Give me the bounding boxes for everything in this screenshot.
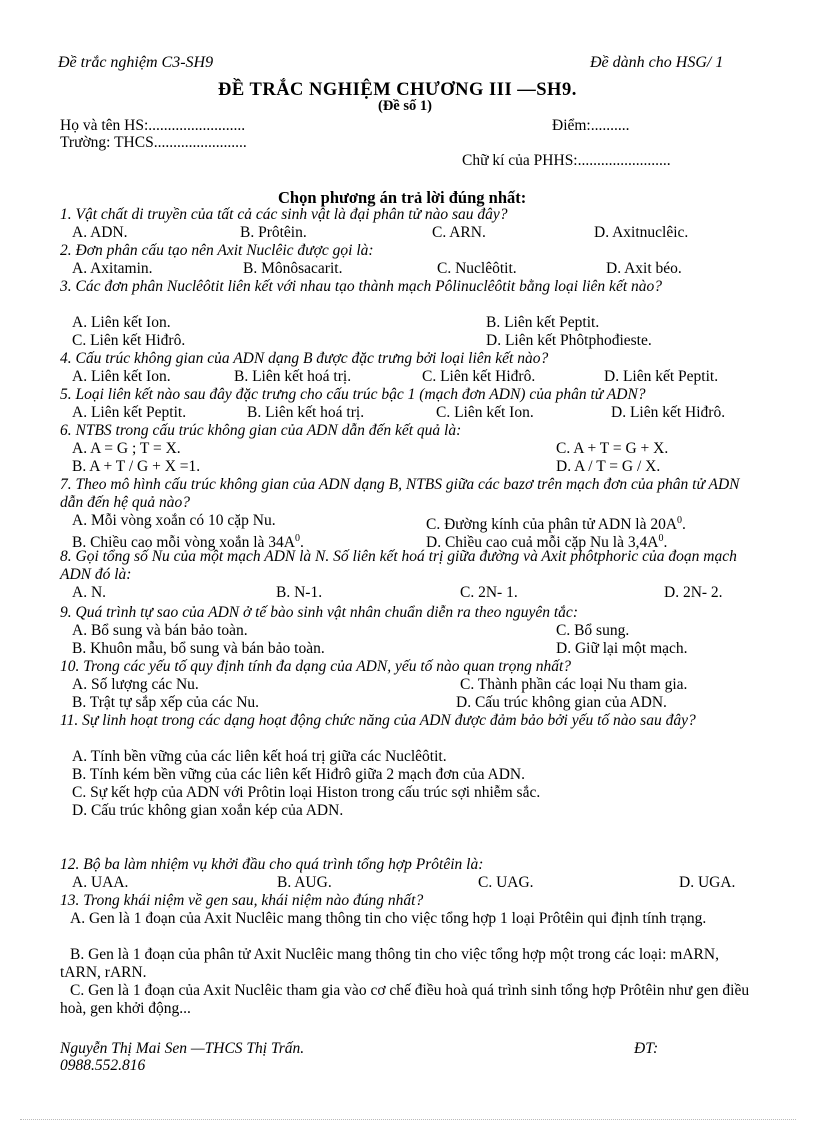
q5-option-d: D. Liên kết Hiđrô. bbox=[611, 404, 726, 421]
parent-signature-field: Chữ kí của PHHS:........................ bbox=[462, 152, 671, 169]
q4-option-d: D. Liên kết Peptit. bbox=[604, 368, 719, 385]
question-9: 9. Quá trình tự sao của ADN ở tế bào sinh vật nhân chuẩn diễn ra theo nguyên tắc: bbox=[60, 604, 578, 621]
q2-option-b: B. Mônôsacarit. bbox=[243, 260, 343, 277]
q7-option-c-text: C. Đường kính của phân tử ADN là 20A bbox=[426, 516, 678, 534]
q1-option-d: D. Axitnuclêic. bbox=[594, 224, 689, 241]
q11-option-d: D. Cấu trúc không gian xoắn kép của ADN. bbox=[72, 802, 344, 819]
page-title: ĐỀ TRẮC NGHIỆM CHƯƠNG III —SH9. bbox=[218, 80, 577, 100]
q7-option-d: D. Chiều cao cuả mỗi cặp Nu là $3,4A^0$. bbox=[426, 533, 668, 552]
q10-option-a: A. Số lượng các Nu. bbox=[72, 676, 199, 693]
q7-option-b-sup: 0 bbox=[295, 533, 300, 544]
q3-option-d: D. Liên kết Phôtphođieste. bbox=[486, 332, 652, 349]
q4-option-a: A. Liên kết Ion. bbox=[72, 368, 171, 385]
q6-option-d: D. A / T = G / X. bbox=[556, 458, 661, 475]
q13-option-c: C. Gen là 1 đoạn của Axit Nuclêic tham gia vào cơ chế điều hoà quá trình sinh tổng hợp Prôtêin như gen điều hoà, gen khởi động... bbox=[60, 982, 750, 1017]
q6-option-c: C. A + T = G + X. bbox=[556, 440, 669, 457]
question-11: 11. Sự linh hoạt trong các dạng hoạt động chức năng của ADN được đảm bảo bởi yếu tố nào sau đây? bbox=[60, 712, 696, 729]
q3-option-a: A. Liên kết Ion. bbox=[72, 314, 171, 331]
q10-option-b: B. Trật tự sắp xếp của các Nu. bbox=[72, 694, 260, 711]
q6-option-a: A. A = G ; T = X. bbox=[72, 440, 181, 457]
q1-option-a: A. ADN. bbox=[72, 224, 128, 241]
q11-option-b: B. Tính kém bền vững của các liên kết Hiđrô giữa 2 mạch đơn của ADN. bbox=[72, 766, 525, 783]
q3-option-c: C. Liên kết Hiđrô. bbox=[72, 332, 186, 349]
q4-option-b: B. Liên kết hoá trị. bbox=[234, 368, 352, 385]
q7-option-d-text: D. Chiều cao cuả mỗi cặp Nu là 3,4A bbox=[426, 534, 659, 552]
q8-option-a: A. N. bbox=[72, 584, 107, 601]
q10-option-c: C. Thành phần các loại Nu tham gia. bbox=[460, 676, 688, 693]
question-5: 5. Loại liên kết nào sau đây đặc trưng cho cấu trúc bậc 1 (mạch đơn ADN) của phân tử ADN? bbox=[60, 386, 646, 403]
q6-option-b: B. A + T / G + X =1. bbox=[72, 458, 201, 475]
q1-option-b: B. Prôtêin. bbox=[240, 224, 307, 241]
q11-option-c: C. Sự kết hợp của ADN với Prôtin loại Histon trong cấu trúc sợi nhiễm sắc. bbox=[72, 784, 541, 801]
q7-option-d-sup: 0 bbox=[658, 533, 664, 544]
q9-option-c: C. Bổ sung. bbox=[556, 622, 630, 639]
q5-option-c: C. Liên kết Ion. bbox=[436, 404, 534, 421]
question-3: 3. Các đơn phân Nuclêôtit liên kết với nhau tạo thành mạch Pôlinuclêôtit bằng loại liên kết nào? bbox=[60, 278, 663, 295]
instruction: Chọn phương án trả lời đúng nhất: bbox=[278, 188, 527, 207]
q7-option-c: C. Đường kính của phân tử ADN là $20A^0$. bbox=[426, 515, 686, 534]
score-field: Điểm:.......... bbox=[552, 117, 630, 134]
q9-option-d: D. Giữ lại một mạch. bbox=[556, 640, 688, 657]
q8-option-b: B. N-1. bbox=[276, 584, 323, 601]
q4-option-c: C. Liên kết Hiđrô. bbox=[422, 368, 536, 385]
q8-option-c: C. 2N- 1. bbox=[460, 584, 518, 601]
q10-option-d: D. Cấu trúc không gian của ADN. bbox=[456, 694, 667, 711]
question-8: 8. Gọi tổng số Nu của một mạch ADN là N. Số liên kết hoá trị giữa đường và Axit phôtphoric của đoạn mạch ADN đó là: bbox=[60, 548, 737, 583]
school-field: Trường: THCS........................ bbox=[60, 134, 247, 151]
q7-option-b: B. Chiều cao mỗi vòng xoắn là $34A^0$. bbox=[72, 533, 304, 552]
question-1: 1. Vật chất di truyền của tất cả các sinh vật là đại phân tử nào sau đây? bbox=[60, 206, 508, 223]
question-10: 10. Trong các yếu tố quy định tính đa dạng của ADN, yếu tố nào quan trọng nhất? bbox=[60, 658, 572, 675]
question-4: 4. Cấu trúc không gian của ADN dạng B được đặc trưng bởi loại liên kết nào? bbox=[60, 350, 549, 367]
q5-option-b: B. Liên kết hoá trị. bbox=[247, 404, 365, 421]
header-left: Đề trắc nghiệm C3-SH9 bbox=[58, 54, 214, 71]
q9-option-b: B. Khuôn mẫu, bổ sung và bán bảo toàn. bbox=[72, 640, 325, 657]
q12-option-d: D. UGA. bbox=[679, 874, 736, 891]
q5-option-a: A. Liên kết Peptit. bbox=[72, 404, 187, 421]
q2-option-c: C. Nuclêôtit. bbox=[437, 260, 517, 277]
q7-option-c-sup: 0 bbox=[677, 515, 683, 526]
header-right: Đề dành cho HSG/ 1 bbox=[590, 54, 724, 71]
q13-option-a: A. Gen là 1 đoạn của Axit Nuclêic mang thông tin cho việc tổng hợp 1 loại Prôtêin qui định tính trạng. bbox=[70, 910, 707, 927]
footer-divider bbox=[20, 1119, 796, 1120]
q7-option-a: A. Mỗi vòng xoắn có 10 cặp Nu. bbox=[72, 512, 276, 529]
q1-option-c: C. ARN. bbox=[432, 224, 486, 241]
q9-option-a: A. Bổ sung và bán bảo toàn. bbox=[72, 622, 248, 639]
q12-option-c: C. UAG. bbox=[478, 874, 534, 891]
q12-option-a: A. UAA. bbox=[72, 874, 129, 891]
q7-option-b-text: B. Chiều cao mỗi vòng xoắn là 34A bbox=[72, 534, 295, 552]
q11-option-a: A. Tính bền vững của các liên kết hoá trị giữa các Nuclêôtit. bbox=[72, 748, 447, 765]
question-2: 2. Đơn phân cấu tạo nên Axit Nuclêic được gọi là: bbox=[60, 242, 374, 259]
q2-option-a: A. Axitamin. bbox=[72, 260, 153, 277]
footer-phone-label: ĐT: bbox=[634, 1040, 659, 1057]
page-subtitle: (Đề số 1) bbox=[378, 98, 432, 114]
q13-option-b: B. Gen là 1 đoạn của phân tử Axit Nuclêic mang thông tin cho việc tổng hợp một trong các loại: mARN, tARN, rARN. bbox=[60, 946, 719, 981]
question-13: 13. Trong khái niệm về gen sau, khái niệm nào đúng nhất? bbox=[60, 892, 424, 909]
question-7: 7. Theo mô hình cấu trúc không gian của ADN dạng B, NTBS giữa các bazơ trên mạch đơn của phân tử ADN dẫn đến hệ quả nào? bbox=[60, 476, 740, 511]
student-name-field: Họ và tên HS:......................... bbox=[60, 117, 246, 134]
footer-author: Nguyễn Thị Mai Sen —THCS Thị Trấn. bbox=[60, 1040, 305, 1057]
q12-option-b: B. AUG. bbox=[277, 874, 332, 891]
question-6: 6. NTBS trong cấu trúc không gian của ADN dẫn đến kết quả là: bbox=[60, 422, 462, 439]
question-12: 12. Bộ ba làm nhiệm vụ khởi đầu cho quá trình tổng hợp Prôtêin là: bbox=[60, 856, 484, 873]
q2-option-d: D. Axit béo. bbox=[606, 260, 682, 277]
footer-phone: 0988.552.816 bbox=[60, 1057, 146, 1074]
q3-option-b: B. Liên kết Peptit. bbox=[486, 314, 600, 331]
q8-option-d: D. 2N- 2. bbox=[664, 584, 723, 601]
